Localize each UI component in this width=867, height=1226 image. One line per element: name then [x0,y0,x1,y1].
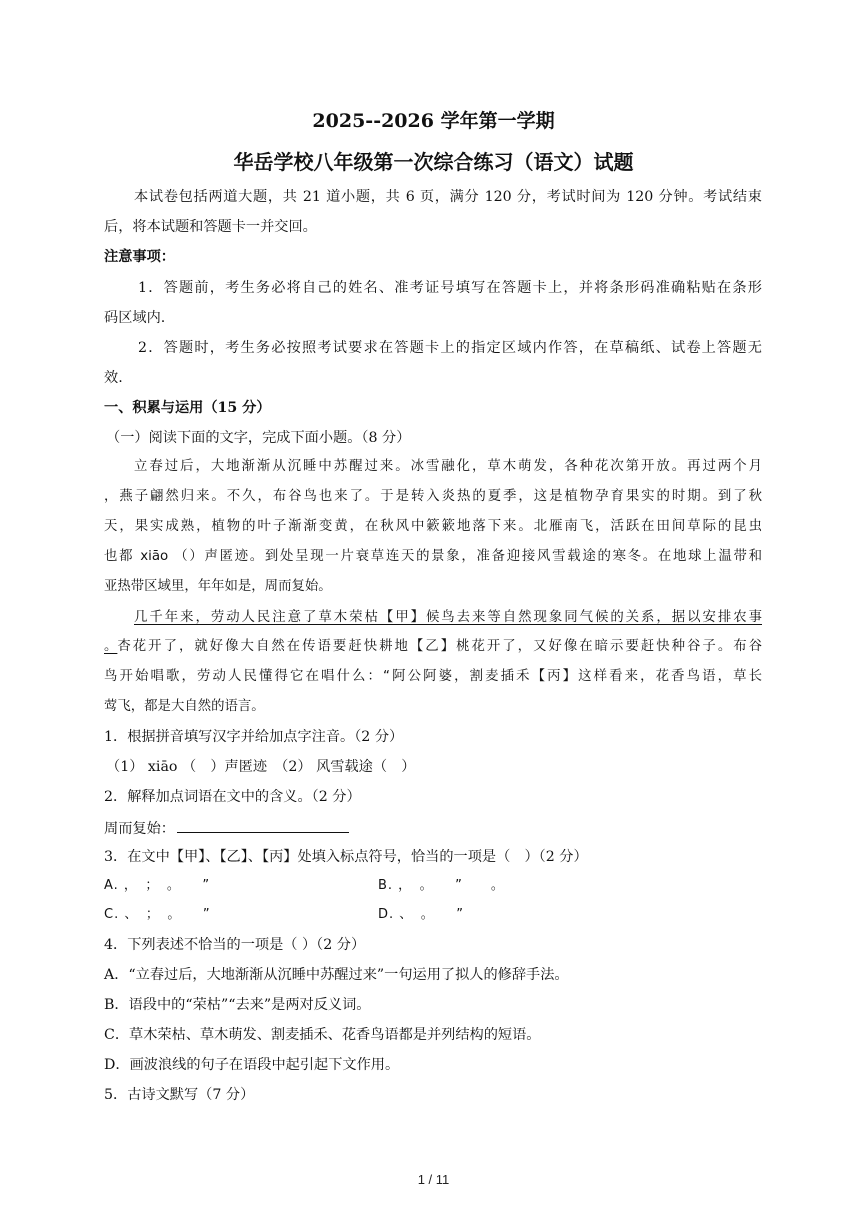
passage-p1-line-1: 立春过后，大地渐渐从沉睡中苏醒过来。冰雪融化，草木萌发，各种花次第开放。再过两个月 [134,459,762,474]
passage-p2-line-2 [104,638,762,656]
passage-p1-line-4: 也都 xiāo （）声匿迹。到处呈现一片衰草连天的景象，准备迎接风雪载途的寒冬。在地球上温带和 [104,549,762,564]
note-2-line-2: 效. [104,370,123,386]
intro-line-2: 后，将本试题和答题卡一并交回。 [104,219,317,235]
passage-p1-line-5: 亚热带区域里，年年如是，周而复始。 [104,579,332,594]
exam-title: 华岳学校八年级第一次综合练习（语文）试题 [233,150,634,174]
note-1-line-1: 1．答题前，考生务必将自己的姓名、准考证号填写在答题卡上，并将条形码准确粘贴在条形 [138,280,762,296]
question-3-option-d: D. 、 。 ” [378,907,465,922]
question-4-option-a: A．“立春过后，大地渐渐从沉睡中苏醒过来”一句运用了拟人的修辞手法。 [104,967,569,983]
question-3-option-b: B. ， 。 ” 。 [378,878,505,893]
passage-p2-line-3: 鸟开始唱歌，劳动人民懂得它在唱什么：“阿公阿婆，割麦插禾【丙】这样看来，花香鸟语，草长 [104,669,762,684]
passage-p2-line-4: 莺飞，都是大自然的语言。 [104,699,265,714]
question-2: 2．解释加点词语在文中的含义。（2 分） [104,789,361,805]
question-4-option-b: B．语段中的“荣枯”“去来”是两对反义词。 [104,997,371,1013]
question-5: 5．古诗文默写（7 分） [104,1087,255,1103]
passage-p2-line-2-rest: 杏花开了，就好像大自然在传语要赶快耕地【乙】桃花开了，又好像在暗示要赶快种谷子。布谷 [117,639,762,654]
passage-p2-line-2-underlined: 。 [104,639,118,654]
question-2-label: 周而复始： [104,821,175,837]
year-title: 2025--2026 学年第一学期 [312,110,555,132]
question-1-items: （1） xiāo （ ）声匿迹 （2） 风雪载途（ ） [106,759,416,775]
question-3: 3．在文中【甲】、【乙】、【丙】处填入标点符号，恰当的一项是（ ）（2 分） [104,849,588,865]
section-1-heading: 一、积累与运用（15 分） [104,400,271,416]
passage-p2-line-1: 几千年来，劳动人民注意了草木荣枯【甲】候鸟去来等自然现象同气候的关系，据以安排农事 [134,610,762,625]
note-1-line-2: 码区域内. [104,310,166,326]
page-number: 1 / 11 [417,1172,450,1187]
question-4-option-d: D．画波浪线的句子在语段中起引起下文作用。 [104,1057,400,1073]
intro-line-1: 本试卷包括两道大题，共 21 道小题，共 6 页，满分 120 分，考试时间为 120 分钟。考试结束 [134,189,762,205]
notes-heading: 注意事项： [104,249,175,265]
answer-blank[interactable] [177,818,349,833]
question-4: 4．下列表述不恰当的一项是（ ）（2 分） [104,937,366,953]
note-2-line-1: 2．答题时，考生务必按照考试要求在答题卡上的指定区域内作答，在草稿纸、试卷上答题无 [138,340,762,356]
question-4-option-c: C．草木荣枯、草木萌发、割麦插禾、花香鸟语都是并列结构的短语。 [104,1027,541,1043]
question-1: 1．根据拼音填写汉字并给加点字注音。（2 分） [104,729,404,745]
question-3-option-a: A. ， ； 。 ” [104,878,211,893]
question-2-answer-line [104,818,349,838]
passage-p1-line-3: 天，果实成熟，植物的叶子渐渐变黄，在秋风中簌簌地落下来。北雁南飞，活跃在田间草际的昆虫 [104,519,762,534]
passage-p1-line-2: ，燕子翩然归来。不久，布谷鸟也来了。于是转入炎热的夏季，这是植物孕育果实的时期。到了秋 [104,489,762,504]
subsection-1-heading: （一）阅读下面的文字，完成下面小题。（8 分） [106,430,411,446]
question-3-option-c: C. 、 ； 。 ” [104,907,211,922]
